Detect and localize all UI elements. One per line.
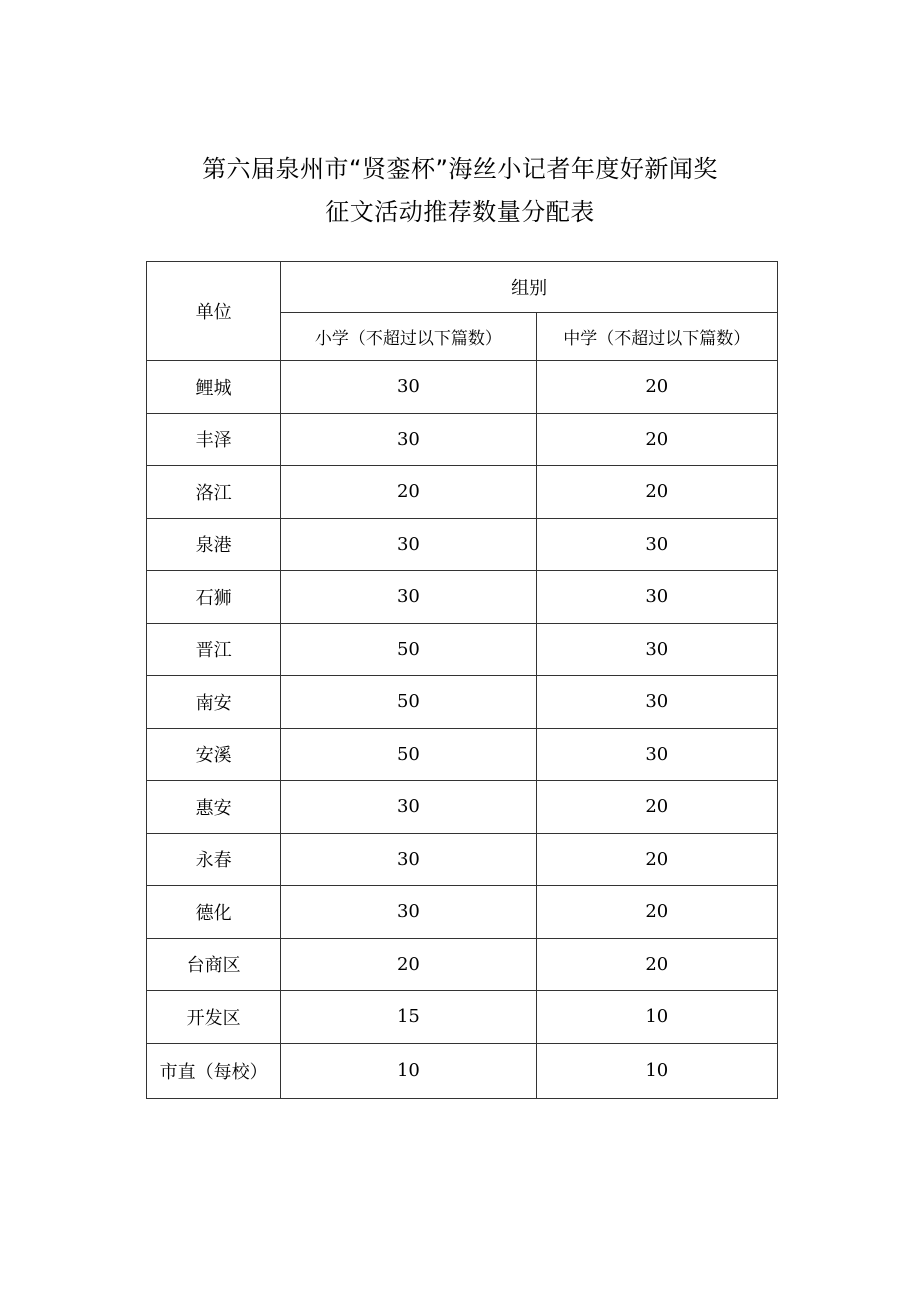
primary-count-cell: 50 xyxy=(281,623,536,676)
middle-count-cell: 30 xyxy=(536,728,777,781)
header-group: 组别 xyxy=(281,262,778,313)
table-row xyxy=(147,413,778,466)
primary-count-cell: 20 xyxy=(281,938,536,991)
table-row xyxy=(147,571,778,624)
document-title-line-2: 征文活动推荐数量分配表 xyxy=(325,198,595,226)
middle-count-cell: 20 xyxy=(536,361,777,414)
table-row xyxy=(147,886,778,939)
primary-count-cell: 15 xyxy=(281,991,536,1044)
header-row-group xyxy=(147,262,778,313)
unit-cell: 石狮 xyxy=(147,571,281,624)
table-row xyxy=(147,623,778,676)
unit-cell: 惠安 xyxy=(147,781,281,834)
primary-count-cell: 30 xyxy=(281,571,536,624)
middle-count-cell: 30 xyxy=(536,571,777,624)
table-row xyxy=(147,361,778,414)
unit-cell: 德化 xyxy=(147,886,281,939)
table-row xyxy=(147,728,778,781)
primary-count-cell: 50 xyxy=(281,728,536,781)
header-unit: 单位 xyxy=(147,262,281,361)
middle-count-cell: 30 xyxy=(536,623,777,676)
primary-count-cell: 30 xyxy=(281,413,536,466)
unit-cell: 晋江 xyxy=(147,623,281,676)
table-row xyxy=(147,466,778,519)
unit-cell: 洛江 xyxy=(147,466,281,519)
table-row xyxy=(147,938,778,991)
middle-count-cell: 10 xyxy=(536,991,777,1044)
primary-count-cell: 10 xyxy=(281,1043,536,1098)
table-row xyxy=(147,676,778,729)
document-title-line-1: 第六届泉州市“贤銮杯”海丝小记者年度好新闻奖 xyxy=(202,155,718,183)
table-row xyxy=(147,781,778,834)
unit-cell: 台商区 xyxy=(147,938,281,991)
unit-cell: 安溪 xyxy=(147,728,281,781)
middle-count-cell: 20 xyxy=(536,466,777,519)
primary-count-cell: 30 xyxy=(281,833,536,886)
unit-cell: 市直（每校） xyxy=(147,1043,281,1098)
primary-count-cell: 20 xyxy=(281,466,536,519)
table-row xyxy=(147,518,778,571)
middle-count-cell: 20 xyxy=(536,781,777,834)
primary-count-cell: 30 xyxy=(281,781,536,834)
middle-count-cell: 20 xyxy=(536,938,777,991)
table-row xyxy=(147,833,778,886)
middle-count-cell: 30 xyxy=(536,676,777,729)
middle-count-cell: 10 xyxy=(536,1043,777,1098)
unit-cell: 丰泽 xyxy=(147,413,281,466)
table-row xyxy=(147,991,778,1044)
primary-count-cell: 30 xyxy=(281,518,536,571)
unit-cell: 永春 xyxy=(147,833,281,886)
primary-count-cell: 30 xyxy=(281,886,536,939)
unit-cell: 泉港 xyxy=(147,518,281,571)
primary-count-cell: 50 xyxy=(281,676,536,729)
middle-count-cell: 20 xyxy=(536,413,777,466)
table-row xyxy=(147,1043,778,1098)
middle-count-cell: 30 xyxy=(536,518,777,571)
unit-cell: 鲤城 xyxy=(147,361,281,414)
table-body xyxy=(147,361,778,1099)
middle-count-cell: 20 xyxy=(536,886,777,939)
middle-count-cell: 20 xyxy=(536,833,777,886)
primary-count-cell: 30 xyxy=(281,361,536,414)
header-middle-school: 中学（不超过以下篇数） xyxy=(536,313,777,361)
allocation-table xyxy=(146,261,778,1099)
unit-cell: 开发区 xyxy=(147,991,281,1044)
unit-cell: 南安 xyxy=(147,676,281,729)
header-primary-school: 小学（不超过以下篇数） xyxy=(281,313,536,361)
